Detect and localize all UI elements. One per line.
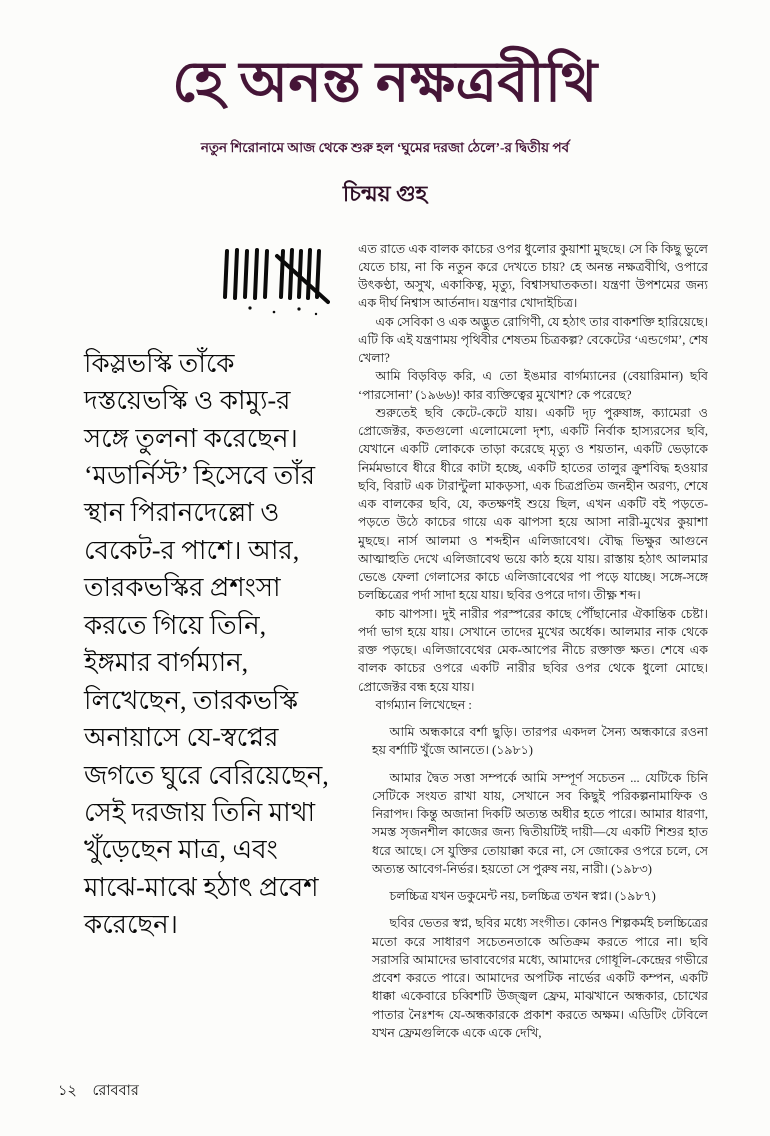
page-title: হে অনন্ত নক্ষত্রবীথি <box>172 52 598 114</box>
masthead <box>0 0 770 214</box>
page-number: ১২ <box>58 1083 77 1099</box>
body-paragraph: আমি বিড়বিড় করি, এ তো ইঙমার বার্গম্যানের (বেয়ারিমান) ছবি ‘পারসোনা’ (১৯৬৬)! কার ব্যক্তিত্বের মুখোশ? কে পরেছে? <box>358 369 708 402</box>
body-paragraph: শুরুতেই ছবি কেটে-কেটে যায়। একটি দৃঢ় পুরুষাঙ্গ, ক্যামেরা ও প্রোজেক্টর, কতগুলো এলোমেলো দৃশ্য, একটি নির্বাক হাস্যরসের ছবি, যেখানে একটি লোককে তাড়া করেছে মৃত্যু ও শয়তান, একটি ভেড়াকে নির্মমভাবে ধীরে ধীরে কাটা হচ্ছে, একটি হাতের তালুর ক্রুশবিদ্ধ হওয়ার ছবি, বিরাট এক টারান্টুলা মাকড়সা, এক চিত্রপ্রতিম জনহীন অরণ্য, শেষে এক বালকের ছবি, যে, কতক্ষণই শুয়ে ছিল, এখন একটি বই পড়তে-পড়তে উঠে কাচের গায়ে এক ঝাপসা হয়ে আসা নারী-মুখের কুয়াশা মুছছে। নার্স আলমা ও শব্দহীন এলিজাবেথ। বৌদ্ধ ভিক্ষুর আগুনে আত্মাহুতি দেখে এলিজাবেথ ভয়ে কাঠ হয়ে যায়। রাস্তায় হঠাৎ আলমার ভেঙে ফেলা গেলাসের কাচে এলিজাবেথের পা পড়ে যাচ্ছে। সঙ্গে-সঙ্গে চলচ্চিত্রের পর্দা সাদা হয়ে যায়। ছবির ওপরে দাগ। তীক্ষ্ণ শব্দ। <box>358 405 708 603</box>
body-paragraph: এত রাতে এক বালক কাচের ওপর ধুলোর কুয়াশা মুছছে। সে কি কিছু ভুলে যেতে চায়, না কি নতুন করে দেখতে চায়? হে অনন্ত নক্ষত্রবীথি, ওপারে উৎকণ্ঠা, অসুখ, একাকিত্ব, মৃত্যু, বিশ্বাসঘাতকতা। যন্ত্রণা উপশমের জন্য এক দীর্ঘ নিশ্বাস আর্তনাদ। যন্ত্রণার খোদাইচিত্র। <box>358 241 708 311</box>
body-paragraph: কাচ ঝাপসা। দুই নারীর পরস্পরের কাছে পৌঁছানোর ঐকান্তিক চেষ্টা। পর্দা ভাগ হয়ে যায়। সেখানে তাদের মুখের অর্ধেক। আলমার নাক থেকে রক্ত পড়ছে। এলিজাবেথের মেক-আপের নীচে রক্তাক্ত ক্ষত। শেষে এক বালক কাচের ওপরে একটি নারীর ছবির ওপর থেকে ধুলো মোছে। প্রোজেক্টর বন্ধ হয়ে যায়। <box>358 606 708 694</box>
article-subtitle: নতুন শিরোনামে আজ থেকে শুরু হল ‘ঘুমের দরজা ঠেলে’-র দ্বিতীয় পর্ব <box>200 139 570 155</box>
body-paragraph: এক সেবিকা ও এক অদ্ভুত রোগিণী, যে হঠাৎ তার বাকশক্তি হারিয়েছে। এটি কি এই যন্ত্রণাময় পৃথিবীর শেষতম চিত্রকল্প? বেকেটের ‘এন্ডগেম’, শেষ খেলা? <box>358 314 708 366</box>
magazine-name: রোববার <box>92 1083 139 1099</box>
quote-intro-label: বার্গম্যান লিখেছেন : <box>375 697 472 712</box>
left-column <box>84 240 336 1052</box>
page-footer <box>58 1080 139 1104</box>
pull-quote: কিস্লভস্কি তাঁকে দস্তয়েভস্কি ও কাম্যু-র সঙ্গে তুলনা করেছেন। ‘মডার্নিস্ট’ হিসেবে তাঁর স্থান পিরানদেল্লো ও বেকেট-র পাশে। আর, তারকভস্কির প্রশংসা করতে গিয়ে তিনি, ইঙ্গমার বার্গম্যান, লিখেছেন, তারকভস্কি অনায়াসে যে-স্বপ্নের জগতে ঘুরে বেরিয়েছেন, সেই দরজায় তিনি মাথা খুঁড়েছেন মাত্র, এবং মাঝে-মাঝে হঠাৎ প্রবেশ করেছেন। <box>84 348 329 940</box>
author-name: চিন্ময় গুহ <box>342 180 428 206</box>
bergman-quote: চলচ্চিত্র যখন ডকুমেন্ট নয়, চলচ্চিত্র তখন স্বপ্ন। (১৯৮৭) <box>389 889 656 904</box>
tally-marks-illustration <box>220 244 330 329</box>
bergman-quote: আমার দ্বৈত সত্তা সম্পর্কে আমি সম্পূর্ণ সচেতন ... যেটিকে চিনি সেটিকে সংযত রাখা যায়, সেখানে সব কিছুই পরিকল্পনামাফিক ও নিরাপদ। কিন্তু অজানা দিকটি অত্যন্ত অধীর হতে পারে। আমার ধারণা, সমস্ত সৃজনশীল কাজের জন্য দ্বিতীয়টিই দায়ী—যে একটি শিশুর হাত ধরে আছে। সে যুক্তির তোয়াক্কা করে না, সে জোকের ওপরে চলে, সে অত্যন্ত আবেগ-নির্ভর। হয়তো সে পুরুষ নয়, নারী। (১৯৮৩) <box>372 770 708 876</box>
bergman-quote: ছবির ভেতর স্বপ্ন, ছবির মধ্যে সংগীত। কোনও শিল্পকর্মই চলচ্চিত্রের মতো করে সাধারণ সচেতনতাকে অতিক্রম করতে পারে না। ছবি সরাসরি আমাদের ভাবাবেগের মধ্যে, আমাদের গোধূলি-কেন্দ্রের গভীরে প্রবেশ করতে পারে। আমাদের অপটিক নার্ভের একটি কম্পন, একটি ধাক্কা একেবারে চব্বিশটি উজ্জ্বল ফ্রেম, মাঝখানে অন্ধকার, চোখের পাতার নৈঃশব্দ যে-অন্ধকারকে প্রকাশ করতে অক্ষম। এডিটিং টেবিলে যখন ফ্রেমগুলিকে একে একে দেখি, <box>372 916 708 1040</box>
article-body <box>358 240 708 1052</box>
article-content <box>84 240 708 1052</box>
bergman-quote: আমি অন্ধকারে বর্শা ছুড়ি। তারপর একদল সৈন্য অন্ধকারে রওনা হয় বর্শাটি খুঁজে আনতে। (১৯৮১) <box>372 725 708 758</box>
